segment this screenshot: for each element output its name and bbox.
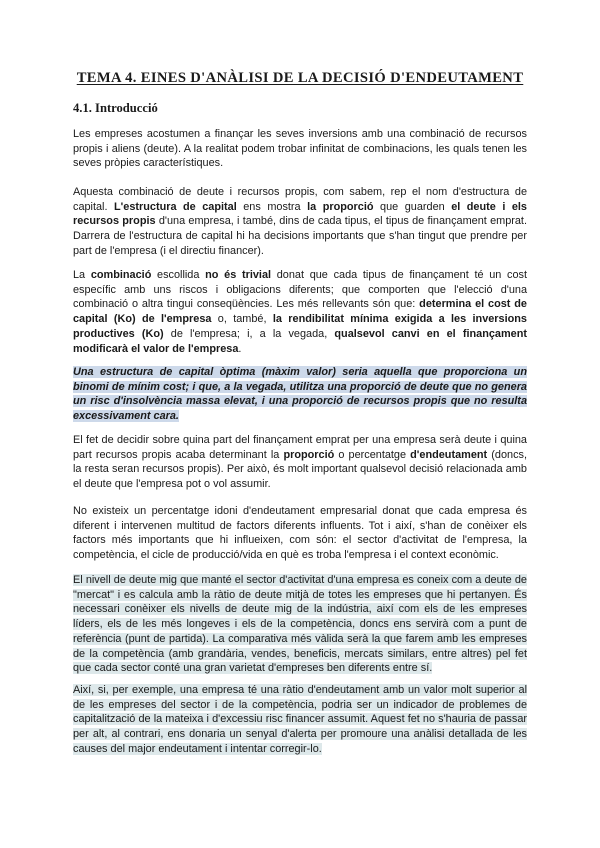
paragraph-debt-proportion: El fet de decidir sobre quina part del finançament emprat per una empresa serà deute i quina part recursos propis acaba determinant la proporció o percentatge d'endeutament (doncs, la resta seran recursos propis). Per això, és molt important qualsevol decisió relacionada amb el deute que l'empresa pot o vol assumir. [73, 434, 527, 491]
paragraph-market-debt [73, 573, 527, 676]
highlighted-text: Una estructura de capital òptima (màxim valor) seria aquella que proporciona un binomi de mínim cost; i que, a la vegada, utilitza una proporció de deute que no genera un risc d'insolvència massa elevat, i una proporció de recursos propis que no resulta excessivament cara. [73, 366, 527, 423]
paragraph-optimal-structure [73, 365, 527, 424]
paragraph-combination: La combinació escollida no és trivial donat que cada tipus de finançament té un cost específic amb uns riscos i obligacions diferents; que comporten que l'elecció d'una combinació o altra tingui conseqüències. Les més rellevants són que: determina el cost de capital (Ko) de l'empresa o, també, la rendibilitat mínima exigida a les inversions productives (Ko) de l'empresa; i, a la vegada, qualsevol canvi en el finançament modificarà el valor de l'empresa. [73, 269, 528, 355]
paragraph-intro: Les empreses acostumen a finançar les seves inversions amb una combinació de recursos propis i aliens (deute). A la realitat podem trobar infinitat de combinacions, les quals tenen les seves pròpies característiques. [73, 128, 527, 170]
paragraph-example [73, 683, 527, 757]
section-heading: 4.1. Introducció [73, 101, 158, 115]
paragraph-factors: No existeix un percentatge idoni d'endeutament empresarial donat que cada empresa és diferent i intervenen multitud de factors diferents influents. Tot i així, s'han de conèixer els factors més importants que hi influeixen, com són: el sector d'activitat de l'empresa, la competència, el cicle de producció/vida en què es troba l'empresa i el context econòmic. [73, 505, 527, 562]
page-title: TEMA 4. EINES D'ANÀLISI DE LA DECISIÓ D'ENDEUTAMENT [76, 70, 524, 86]
highlighted-text: Així, si, per exemple, una empresa té una ràtio d'endeutament amb un valor molt superior al de les empreses del sector i de la competència, podria ser un indicador de problemes de capitalització de la mateixa i d'excessiu risc financer assumit. Aquest fet no s'hauria de passar per alt, al contrari, ens donaria un senyal d'alerta per promoure una anàlisi detallada de les causes del major endeutament i intentar corregir-lo. [73, 684, 527, 755]
highlighted-text: El nivell de deute mig que manté el sector d'activitat d'una empresa es coneix com a deute de "mercat" i es calcula amb la ràtio de deute mitjà de totes les empreses que hi pertanyen. És necessari conèixer els nivells de deute mig de la indústria, així com els de les empreses líders, els de les més longeves i els de la competència, doncs ens servirà com a punt de referència (punt de partida). La comparativa més vàlida serà la que farem amb les empreses de la competència (amb grandària, vendes, beneficis, mercats similars, entre altres) pel fet que cada sector conté una gran varietat d'empreses ben diferents entre sí. [73, 574, 527, 675]
paragraph-capital-structure: Aquesta combinació de deute i recursos propis, com sabem, rep el nom d'estructura de capital. L'estructura de capital ens mostra la proporció que guarden el deute i els recursos propis d'una empresa, i també, dins de cada tipus, el tipus de finançament emprat. Darrera de l'estructura de capital hi ha decisions importants que s'han tingut que prendre per part de l'empresa (i el directiu financer). [73, 186, 527, 257]
